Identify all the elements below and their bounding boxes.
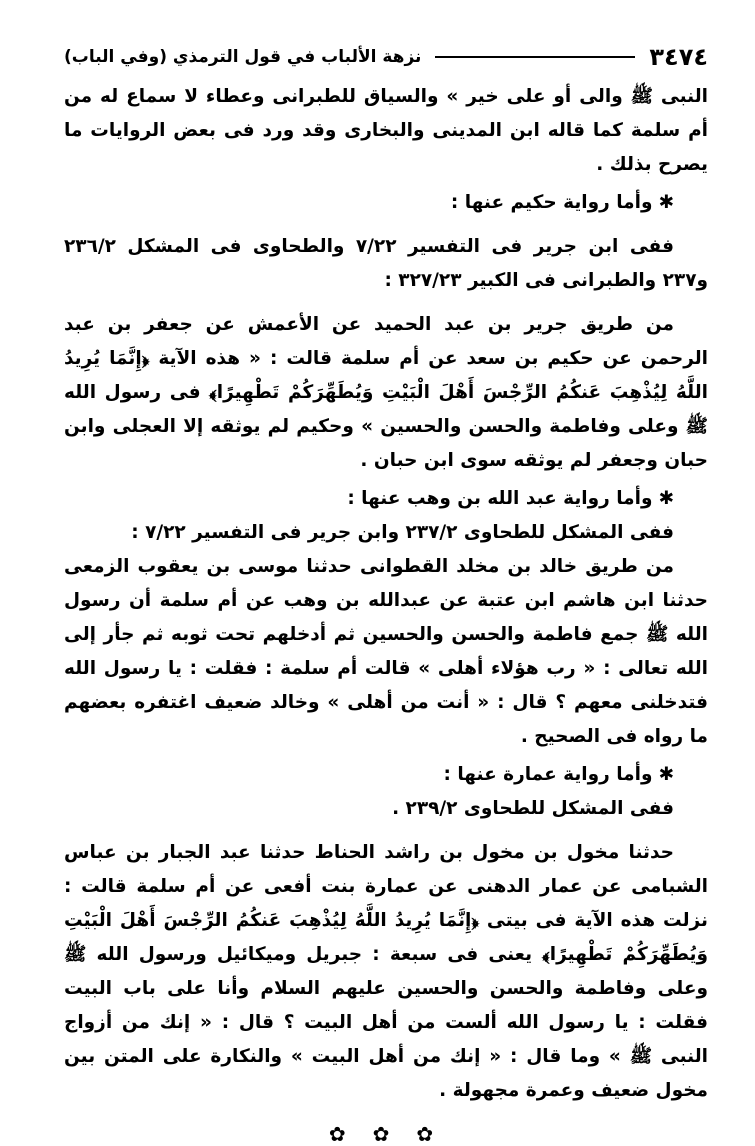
- paragraph: من طريق جرير بن عبد الحميد عن الأعمش عن جعفر بن عبد الرحمن عن حكيم بن سعد عن أم سلمة قالت : « هذه الآية ﴿إِنَّمَا يُرِيدُ اللَّهُ لِيُذْهِبَ عَنكُمُ الرِّجْسَ أَهْلَ الْبَيْتِ وَيُطَهِّرَكُمْ تَطْهِيرًا﴾ فى رسول الله ﷺ وعلى وفاطمة والحسن والحسين » وحكيم لم يوثقه إلا العجلى وابن حبان وجعفر لم يوثقه سوى ابن حبان .: [64, 314, 708, 471]
- section-heading-text: وأما رواية عمارة عنها :: [443, 764, 653, 785]
- page-body: [64, 80, 708, 1146]
- star-icon: ✱: [658, 192, 674, 213]
- section-heading-text: وأما رواية حكيم عنها :: [450, 192, 653, 213]
- section-end-ornament: ✿ ✿ ✿: [328, 1122, 444, 1146]
- paragraph: من طريق خالد بن مخلد القطوانى حدثنا موسى بن يعقوب الزمعى حدثنا ابن هاشم ابن عتبة عن عبدالله بن وهب عن أم سلمة أن رسول الله ﷺ جمع فاطمة والحسن والحسين ثم أدخلهم تحت ثوبه ثم جأر إلى الله تعالى : « رب هؤلاء أهلى » قالت أم سلمة : فقلت : يا رسول الله فتدخلنى معهم ؟ قال : « أنت من أهلى » وخالد ضعيف اغتفره بعضهم ما رواه فى الصحيح .: [64, 556, 708, 747]
- section-heading: [64, 758, 708, 792]
- running-title: نزهة الألباب في قول الترمذي (وفي الباب): [64, 47, 422, 67]
- header-rule: [435, 56, 635, 58]
- page-number: ٣٤٧٤: [649, 43, 708, 71]
- section-heading-text: وأما رواية عبد الله بن وهب عنها :: [347, 488, 653, 509]
- star-icon: ✱: [658, 764, 674, 785]
- paragraph: ففى ابن جرير فى التفسير ٧/٢٢ والطحاوى فى المشكل ٢٣٦/٢ و٢٣٧ والطبرانى فى الكبير ٣٢٧/٢٣ :: [64, 236, 708, 291]
- paragraph: حدثنا مخول بن مخول بن راشد الحناط حدثنا عبد الجبار بن عباس الشبامى عن عمار الدهنى عن عمارة بنت أفعى عن أم سلمة قالت : نزلت هذه الآية فى بيتى ﴿إِنَّمَا يُرِيدُ اللَّهُ لِيُذْهِبَ عَنكُمُ الرِّجْسَ أَهْلَ الْبَيْتِ وَيُطَهِّرَكُمْ تَطْهِيرًا﴾ يعنى فى سبعة : جبريل وميكائيل ورسول الله ﷺ وعلى وفاطمة والحسن والحسين عليهم السلام وأنا على باب البيت فقلت : يا رسول الله ألست من أهل البيت ؟ قال : « إنك من أزواج النبى ﷺ » وما قال : « إنك من أهل البيت » والنكارة على المتن بين مخول ضعيف وعمرة مجهولة .: [64, 842, 708, 1101]
- document-page: [64, 40, 708, 1146]
- paragraph: ففى المشكل للطحاوى ٢٣٩/٢ .: [392, 798, 674, 819]
- paragraph: النبى ﷺ والى أو على خير » والسياق للطبرانى وعطاء لا سماع له من أم سلمة كما قاله ابن المدينى والبخارى وقد ورد فى بعض الروايات ما يصرح بذلك .: [64, 86, 708, 175]
- star-icon: ✱: [658, 488, 674, 509]
- section-heading: [64, 482, 708, 516]
- paragraph: ففى المشكل للطحاوى ٢٣٧/٢ وابن جرير فى التفسير ٧/٢٢ :: [131, 522, 674, 543]
- section-heading: [64, 186, 708, 220]
- page-header: [64, 40, 708, 74]
